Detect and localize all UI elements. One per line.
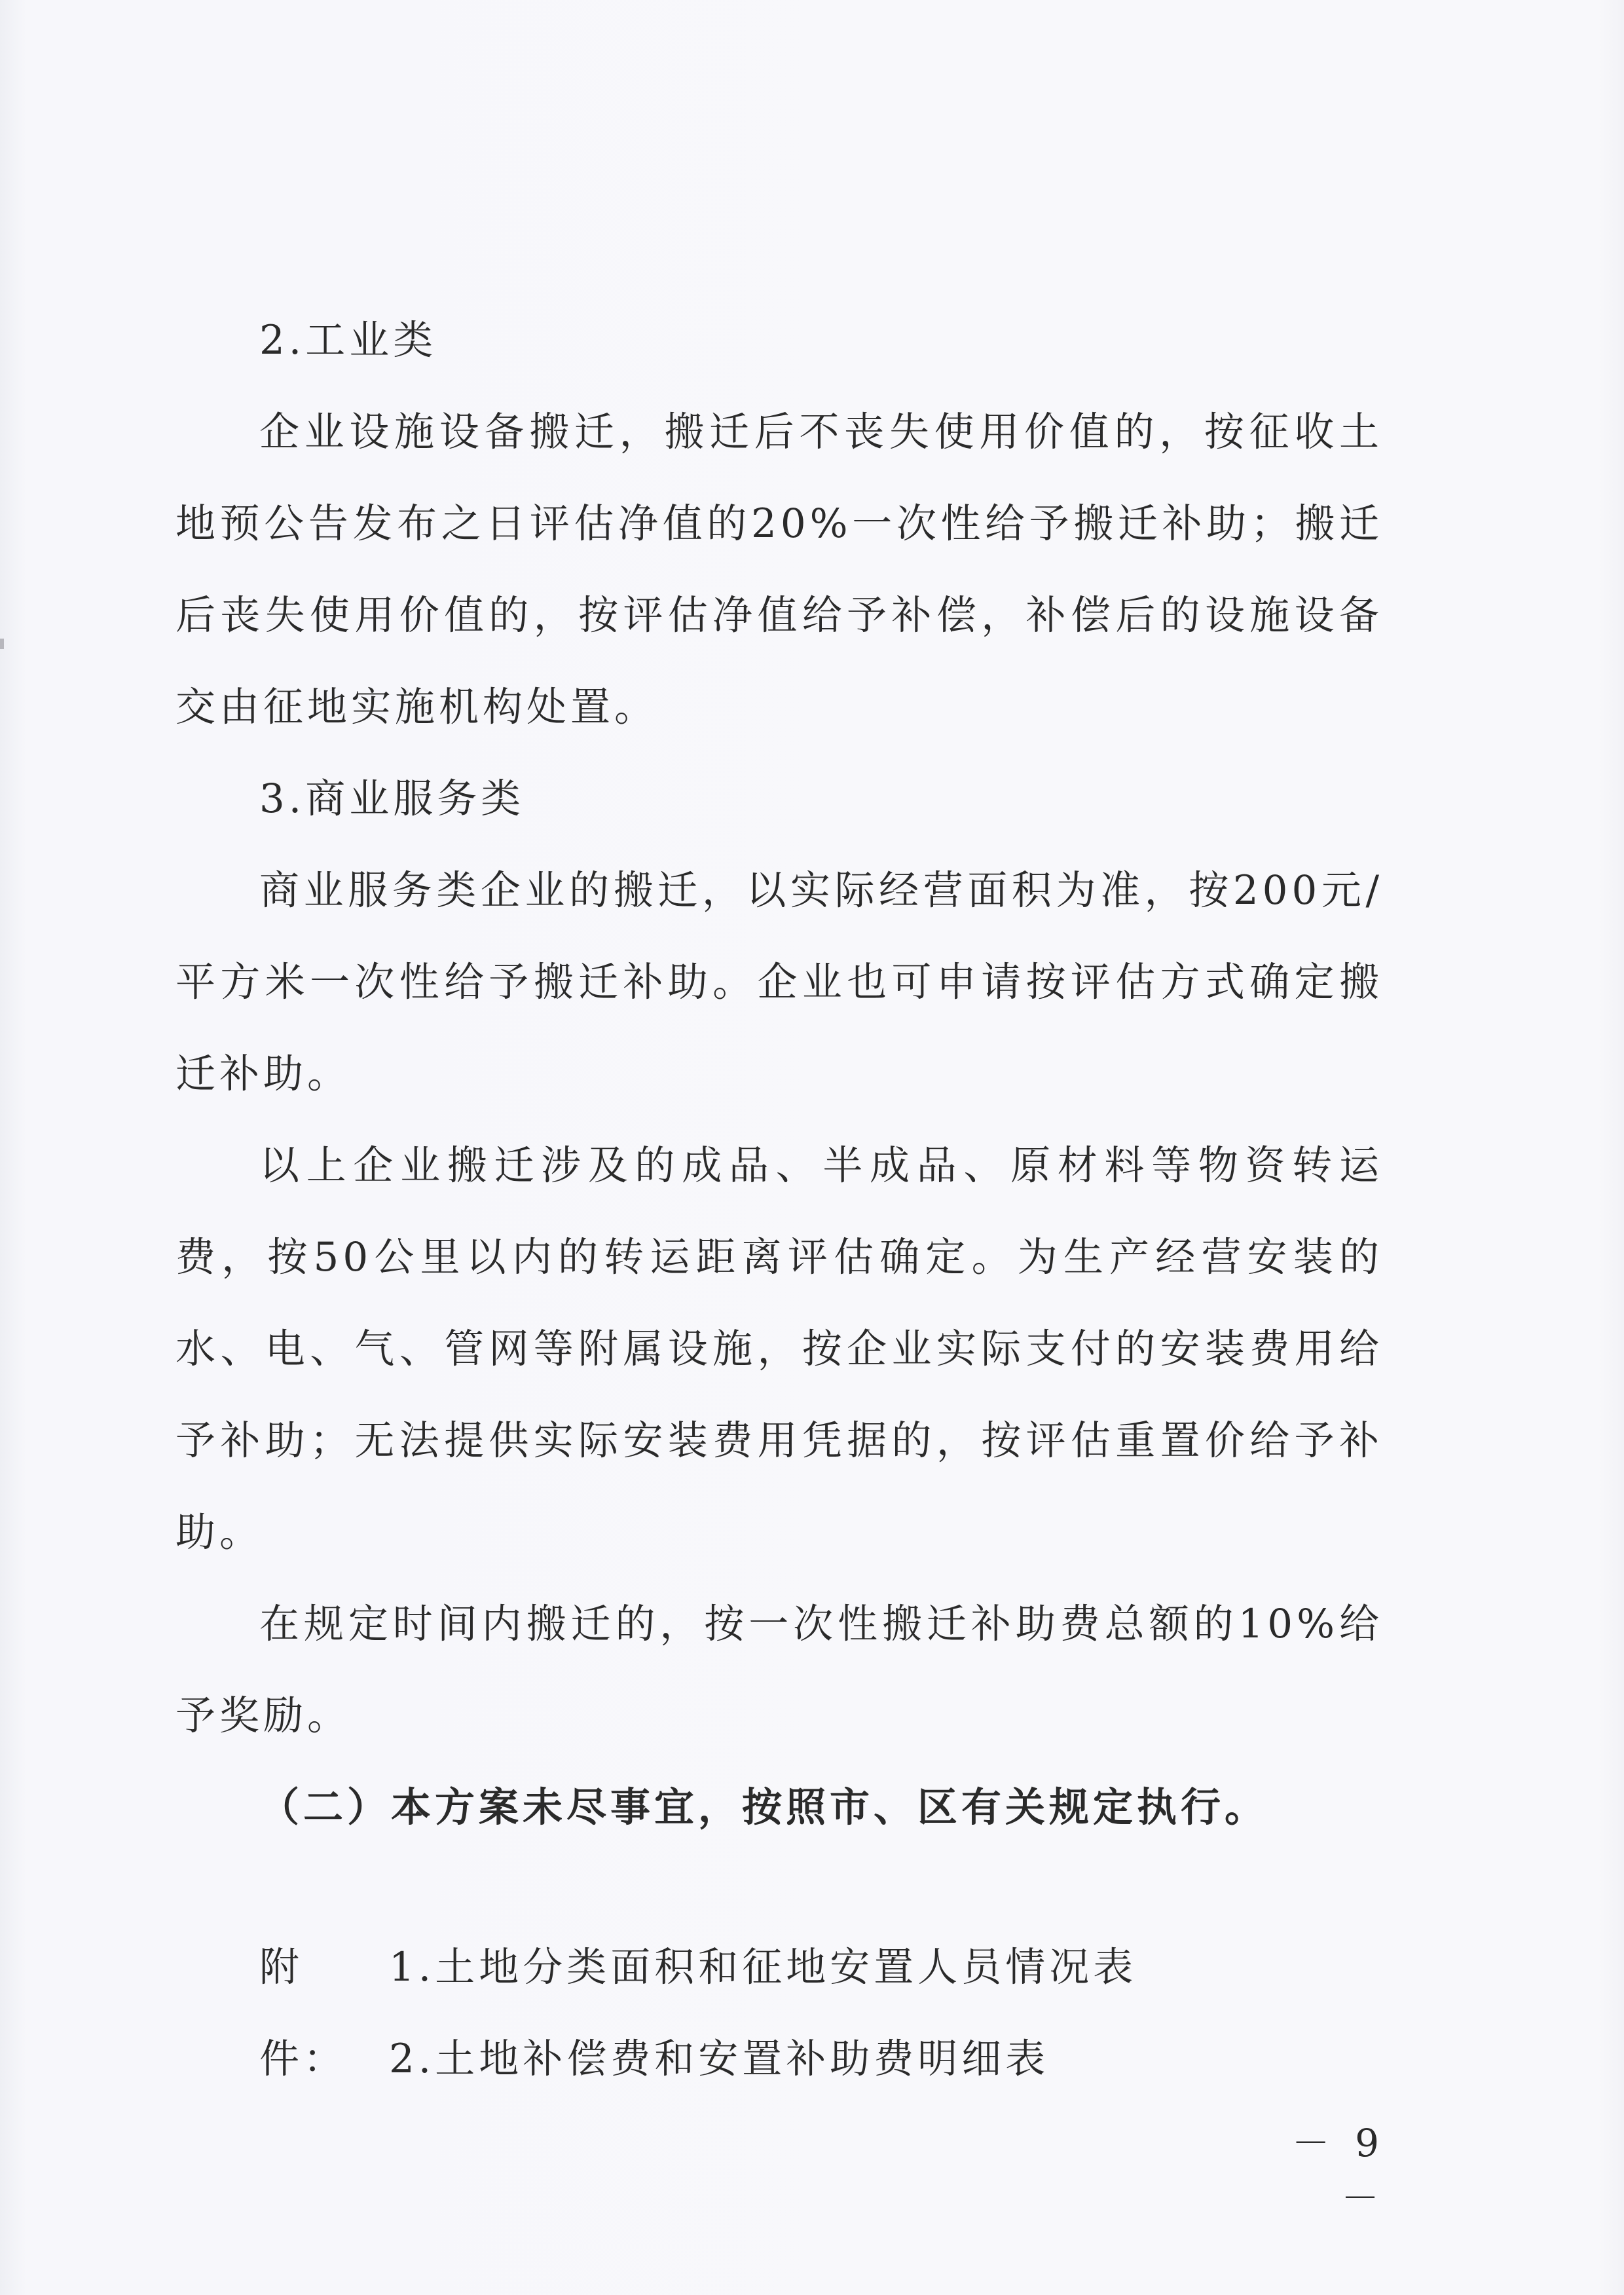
section-heading-commercial: 3.商业服务类 [259,775,525,822]
page-number: － 9 － [1291,2121,1386,2220]
commercial-paragraph: 商业服务类企业的搬迁，以实际经营面积为准，按200元/平方米一次性给予搬迁补助。企业也可申请按评估方式确定搬迁补助。 [175,867,1383,1097]
industrial-paragraph: 企业设施设备搬迁，搬迁后不丧失使用价值的，按征收土地预公告发布之日评估净值的20%一次性给予搬迁补助；搬迁后丧失使用价值的，按评估净值给予补偿，补偿后的设施设备交由征地实施机构处置。 [175,409,1383,730]
scan-edge-mark [0,639,4,649]
attachment-item: 1.土地分类面积和征地安置人员情况表 [389,1944,1137,1990]
reward-paragraph: 在规定时间内搬迁的，按一次性搬迁补助费总额的10%给予奖励。 [175,1601,1383,1739]
document-body [175,295,1383,2105]
section-spacer [175,1854,1383,1922]
attachments-list [175,1922,1383,2105]
attachment-row [175,2013,1383,2105]
closing-clause: （二）本方案未尽事宜，按照市、区有关规定执行。 [259,1784,1269,1831]
section-heading-industrial: 2.工业类 [259,317,437,364]
attachment-item: 2.土地补偿费和安置补助费明细表 [389,2036,1050,2082]
attachments-label: 附件： [259,1944,348,2082]
materials-transfer-paragraph: 以上企业搬迁涉及的成品、半成品、原材料等物资转运费，按50公里以内的转运距离评估确定。为生产经营安装的水、电、气、管网等附属设施，按企业实际支付的安装费用给予补助；无法提供实际安装费用凭据的，按评估重置价给予补助。 [175,1142,1383,1556]
